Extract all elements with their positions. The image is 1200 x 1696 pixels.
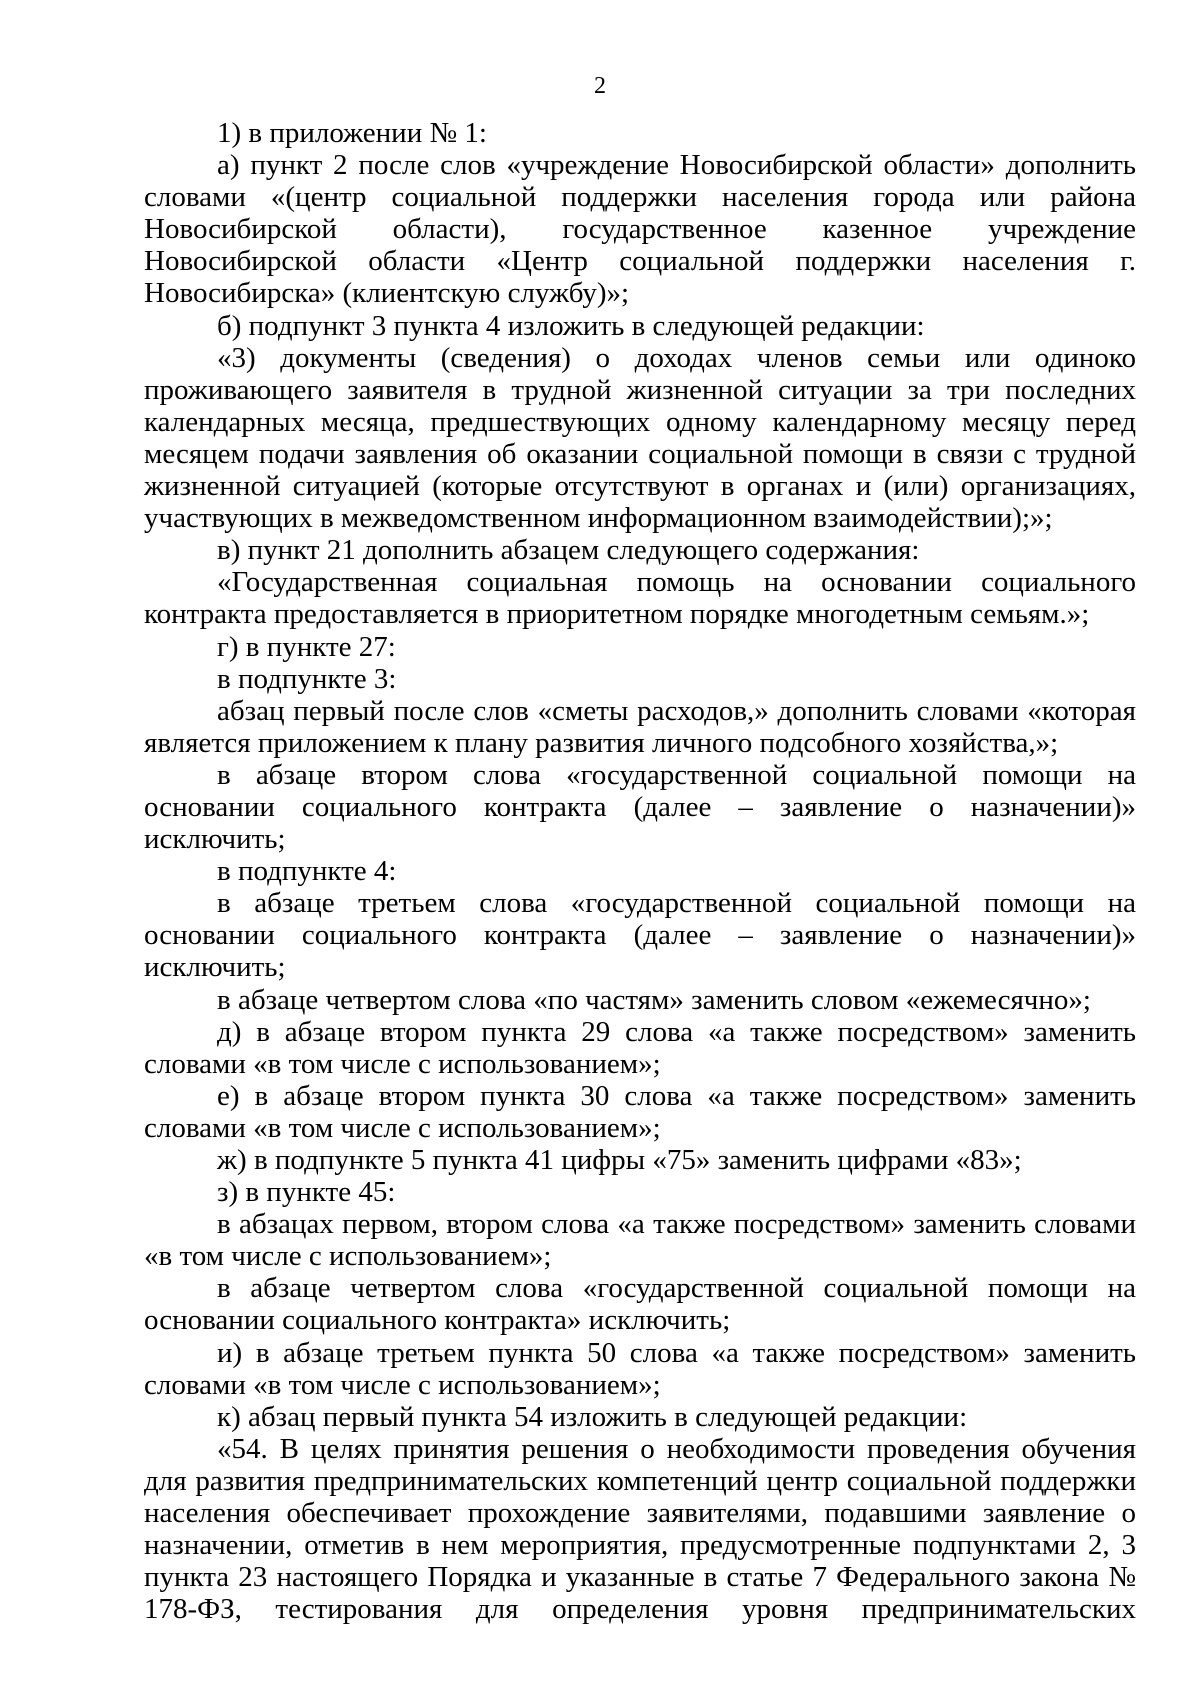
paragraph-2: а) пункт 2 после слов «учреждение Новосибирской области» дополнить словами «(центр социальной поддержки населения города или района Новосибирской области), государственное казенное учреждение Новосибирской области «Центр социальной поддержки населения г. Новосибирска» (клиентскую службу)»;: [144, 149, 1136, 310]
paragraph-7: г) в пункте 27:: [217, 630, 396, 663]
paragraph-16: ж) в подпункте 5 пункта 41 цифры «75» заменить цифрами «83»;: [217, 1144, 1022, 1176]
paragraph-3: б) подпункт 3 пункта 4 изложить в следующей редакции:: [217, 309, 925, 342]
paragraph-9: абзац первый после слов «сметы расходов,» дополнить словами «которая является приложением к плану развития личного подсобного хозяйства,»;: [144, 694, 1136, 759]
paragraph-12: в абзаце третьем слова «государственной социальной помощи на основании социального контракта (далее – заявление о назначении)» исключить;: [144, 887, 1136, 984]
document-body: [144, 117, 1136, 1625]
paragraph-1: 1) в приложении № 1:: [217, 117, 487, 149]
paragraph-20: и) в абзаце третьем пункта 50 слова «а также посредством» заменить словами «в том числе с использованием»;: [144, 1336, 1136, 1401]
paragraph-5: в) пункт 21 дополнить абзацем следующего содержания:: [217, 534, 920, 567]
paragraph-8: в подпункте 3:: [217, 662, 397, 695]
paragraph-21: к) абзац первый пункта 54 изложить в следующей редакции:: [217, 1400, 968, 1433]
paragraph-13: в абзаце четвертом слова «по частям» заменить словом «ежемесячно»;: [217, 983, 1091, 1016]
paragraph-4: «3) документы (сведения) о доходах членов семьи или одиноко проживающего заявителя в трудной жизненной ситуации за три последних календарных месяца, предшествующих одному календарному месяцу перед месяцем подачи заявления об оказании социальной помощи в связи с трудной жизненной ситуацией (которые отсутствуют в органах и (или) организациях, участвующих в межведомственном информационном взаимодействии);»;: [144, 341, 1136, 535]
paragraph-17: з) в пункте 45:: [217, 1176, 396, 1209]
paragraph-19: в абзаце четвертом слова «государственной социальной помощи на основании социального контракта» исключить;: [144, 1272, 1136, 1337]
paragraph-14: д) в абзаце втором пункта 29 слова «а также посредством» заменить словами «в том числе с использованием»;: [144, 1015, 1136, 1080]
paragraph-22: «54. В целях принятия решения о необходимости проведения обучения для развития предпринимательских компетенций центр социальной поддержки населения обеспечивает прохождение заявителями, подавшими заявление о назначении, отметив в нем мероприятия, предусмотренные подпунктами 2, 3 пункта 23 настоящего Порядка и указанные в статье 7 Федерального закона № 178-ФЗ, тестирования для определения уровня предпринимательских: [144, 1432, 1136, 1626]
paragraph-15: е) в абзаце втором пункта 30 слова «а также посредством» заменить словами «в том числе с использованием»;: [144, 1079, 1136, 1144]
paragraph-6: «Государственная социальная помощь на основании социального контракта предоставляется в приоритетном порядке многодетным семьям.»;: [144, 566, 1136, 631]
paragraph-10: в абзаце втором слова «государственной социальной помощи на основании социального контракта (далее – заявление о назначении)» исключить;: [144, 758, 1136, 856]
paragraph-11: в подпункте 4:: [217, 855, 397, 888]
paragraph-18: в абзацах первом, втором слова «а также посредством» заменить словами «в том числе с использованием»;: [144, 1208, 1136, 1273]
page-number: 2: [594, 73, 606, 99]
